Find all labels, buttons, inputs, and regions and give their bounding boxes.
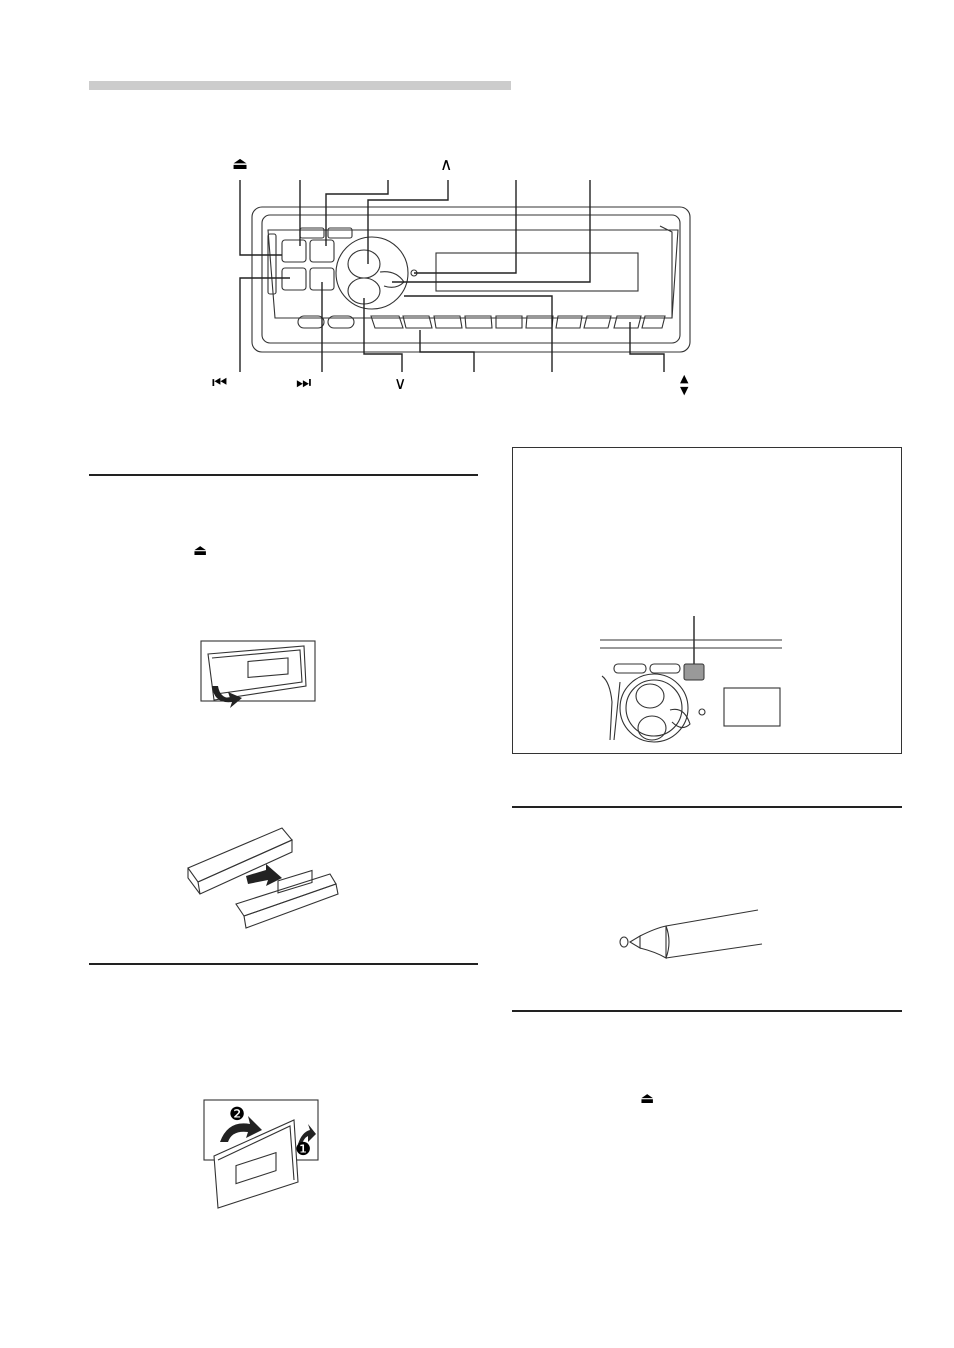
section-rule-detaching [89, 474, 478, 476]
up-icon: ∧ [440, 155, 453, 175]
eject-icon: ⏏ [232, 154, 249, 174]
step-1-marker: ❶ [295, 1139, 312, 1160]
eject-icon-inline-2: ⏏ [640, 1089, 655, 1107]
reset-switch-illustration [600, 612, 800, 752]
ballpoint-pen-illustration [616, 906, 776, 966]
step-2-marker: ❷ [229, 1104, 246, 1125]
down-icon: ∨ [394, 374, 407, 394]
up-down-icon: ▲▼ [680, 372, 689, 397]
case-storage-illustration [186, 826, 346, 936]
panel-fold-illustration [196, 636, 336, 716]
section-rule-note [512, 1010, 902, 1012]
previous-track-icon: ⏮ [212, 373, 225, 393]
section-rule-reset [512, 806, 902, 808]
eject-icon-inline: ⏏ [193, 541, 208, 559]
next-track-icon: ⏭ [296, 373, 309, 393]
section-rule-attaching [89, 963, 478, 965]
front-panel-diagram [0, 0, 954, 420]
